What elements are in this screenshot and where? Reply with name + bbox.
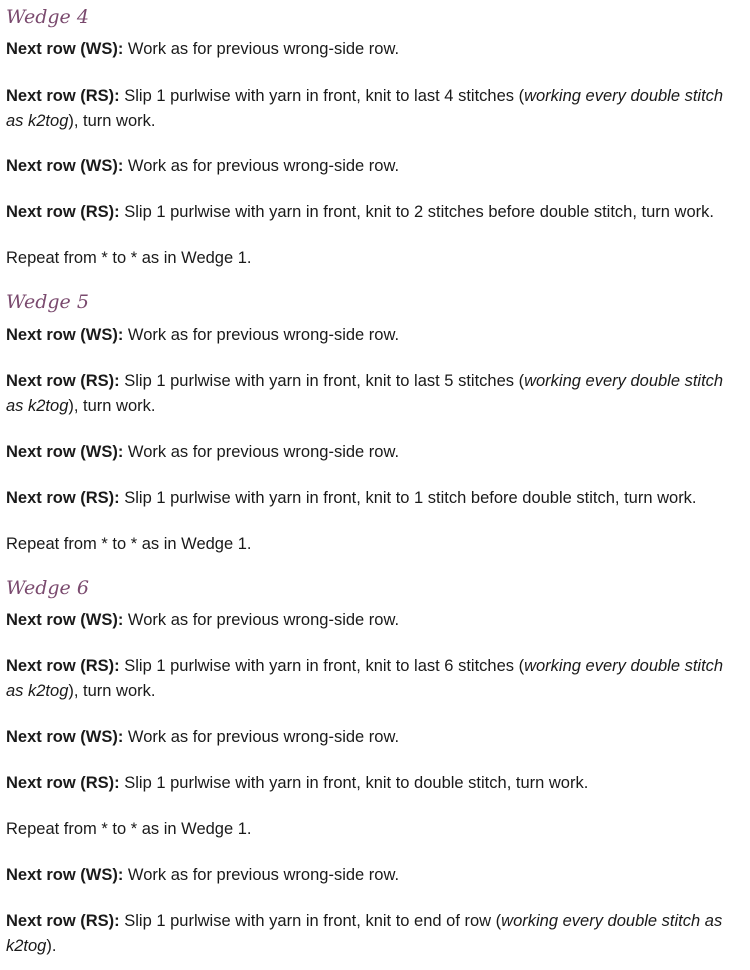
row-label-ws: Next row (WS): [6, 157, 124, 175]
wedge-4-row-1 [6, 37, 744, 62]
row-text: Work as for previous wrong-side row. [123, 443, 400, 461]
row-text: Slip 1 purlwise with yarn in front, knit to 1 stitch before double stitch, turn work. [119, 489, 697, 507]
row-text-italic: working every double stitch as k2tog [6, 657, 724, 700]
wedge-6-row-4 [6, 771, 744, 796]
row-label-ws: Next row (WS): [6, 40, 124, 58]
wedge-4-row-3 [6, 154, 744, 179]
wedge-4-heading: Wedge 4 [6, 6, 89, 28]
wedge-6-row-3 [6, 725, 744, 750]
wedge-6-row-1 [6, 608, 744, 633]
wedge-6-heading: Wedge 6 [6, 577, 89, 599]
row-label-rs: Next row (RS): [6, 203, 120, 221]
row-text: Slip 1 purlwise with yarn in front, knit to double stitch, turn work. [119, 774, 589, 792]
row-text: Slip 1 purlwise with yarn in front, knit to last 6 stitches ( [119, 657, 525, 675]
row-text: ), turn work. [68, 112, 156, 130]
row-text-italic: working every double stitch as k2tog [6, 87, 724, 130]
wedge-5-repeat: Repeat from * to * as in Wedge 1. [6, 535, 252, 553]
row-text: Slip 1 purlwise with yarn in front, knit to last 5 stitches ( [119, 372, 525, 390]
row-label-rs: Next row (RS): [6, 489, 120, 507]
row-text-italic: working every double stitch as k2tog [6, 912, 723, 955]
wedge-4-row-4 [6, 200, 744, 225]
row-text: ). [46, 937, 57, 955]
wedge-6-row-5 [6, 863, 744, 888]
row-text: Work as for previous wrong-side row. [123, 40, 400, 58]
wedge-6-row-6 [6, 909, 744, 959]
wedge-4-row-2 [6, 84, 744, 134]
wedge-5-row-4 [6, 486, 744, 511]
wedge-4-repeat: Repeat from * to * as in Wedge 1. [6, 249, 252, 267]
row-text-italic: working every double stitch as k2tog [6, 372, 724, 415]
row-label-rs: Next row (RS): [6, 87, 120, 105]
row-text: Work as for previous wrong-side row. [123, 157, 400, 175]
row-text: Slip 1 purlwise with yarn in front, knit to 2 stitches before double stitch, turn work. [119, 203, 714, 221]
wedge-6-row-2 [6, 654, 744, 704]
wedge-5-row-1 [6, 323, 744, 348]
row-label-ws: Next row (WS): [6, 443, 124, 461]
row-label-ws: Next row (WS): [6, 611, 124, 629]
row-label-rs: Next row (RS): [6, 657, 120, 675]
row-label-ws: Next row (WS): [6, 728, 124, 746]
row-label-ws: Next row (WS): [6, 326, 124, 344]
row-text: Work as for previous wrong-side row. [123, 326, 400, 344]
row-label-rs: Next row (RS): [6, 912, 120, 930]
row-label-ws: Next row (WS): [6, 866, 124, 884]
wedge-6-repeat: Repeat from * to * as in Wedge 1. [6, 820, 252, 838]
wedge-5-heading: Wedge 5 [6, 291, 89, 313]
row-label-rs: Next row (RS): [6, 774, 120, 792]
row-text: Work as for previous wrong-side row. [123, 728, 400, 746]
wedge-5-row-3 [6, 440, 744, 465]
row-text: Slip 1 purlwise with yarn in front, knit to end of row ( [119, 912, 502, 930]
row-text: Work as for previous wrong-side row. [123, 866, 400, 884]
row-label-rs: Next row (RS): [6, 372, 120, 390]
row-text: Work as for previous wrong-side row. [123, 611, 400, 629]
row-text: ), turn work. [68, 397, 156, 415]
row-text: Slip 1 purlwise with yarn in front, knit to last 4 stitches ( [119, 87, 525, 105]
wedge-5-row-2 [6, 369, 744, 419]
row-text: ), turn work. [68, 682, 156, 700]
